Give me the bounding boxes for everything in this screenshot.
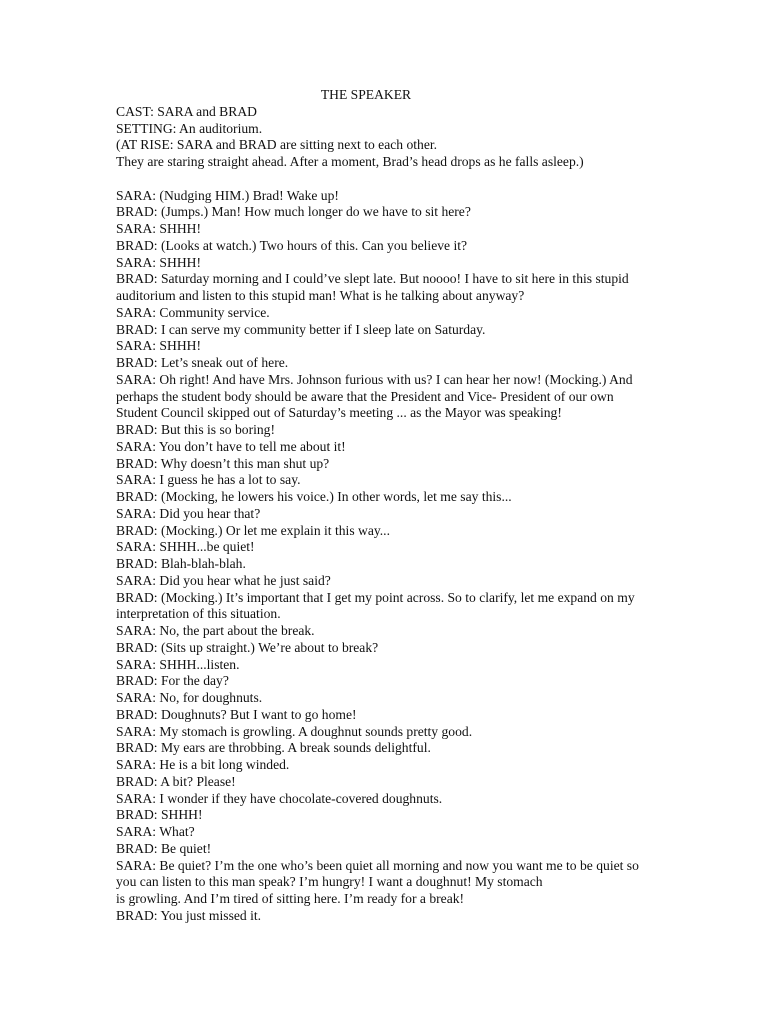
dialogue-line: SARA: Community service. xyxy=(116,304,270,320)
dialogue-line: BRAD: Doughnuts? But I want to go home! xyxy=(116,706,357,722)
dialogue-line: SARA: Did you hear that? xyxy=(116,505,261,521)
cast-line: CAST: SARA and BRAD xyxy=(116,103,257,119)
script-content xyxy=(116,87,716,925)
dialogue-line: auditorium and listen to this stupid man! What is he talking about anyway? xyxy=(116,288,525,303)
dialogue-line: SARA: He is a bit long winded. xyxy=(116,757,290,772)
dialogue-line: SARA: My stomach is growling. A doughnut sounds pretty good. xyxy=(116,723,473,739)
dialogue-line: BRAD: (Mocking.) It’s important that I get my point across. So to clarify, let me expand on my xyxy=(116,589,635,605)
dialogue-line: BRAD: You just missed it. xyxy=(116,907,262,923)
dialogue-line: Student Council skipped out of Saturday’s meeting ... as the Mayor was speaking! xyxy=(116,405,562,421)
dialogue-line: SARA: Did you hear what he just said? xyxy=(116,572,331,588)
dialogue-line: BRAD: But this is so boring! xyxy=(116,422,275,437)
dialogue-line: BRAD: Blah-blah-blah. xyxy=(116,556,246,571)
dialogue-line: perhaps the student body should be aware that the President and Vice- President of our own xyxy=(116,388,614,404)
dialogue-line: BRAD: Why doesn’t this man shut up? xyxy=(116,455,330,471)
dialogue-line: BRAD: For the day? xyxy=(116,673,229,689)
dialogue-line: BRAD: (Looks at watch.) Two hours of this. Can you believe it? xyxy=(116,237,468,253)
dialogue-line: SARA: SHHH...listen. xyxy=(116,656,240,672)
page-title: THE SPEAKER xyxy=(320,87,412,102)
dialogue-line: SARA: I guess he has a lot to say. xyxy=(116,472,301,488)
dialogue-line: BRAD: My ears are throbbing. A break sounds delightful. xyxy=(116,740,431,756)
dialogue-line: SARA: SHHH! xyxy=(116,254,201,270)
dialogue-line: SARA: No, for doughnuts. xyxy=(116,690,263,705)
dialogue-line: SARA: No, the part about the break. xyxy=(116,623,315,638)
dialogue-line: SARA: SHHH! xyxy=(116,338,201,354)
dialogue-line: BRAD: Let’s sneak out of here. xyxy=(116,355,289,370)
dialogue-line: BRAD: A bit? Please! xyxy=(116,773,236,789)
dialogue-line: BRAD: (Mocking.) Or let me explain it this way... xyxy=(116,522,390,538)
dialogue-line: BRAD: I can serve my community better if I sleep late on Saturday. xyxy=(116,321,486,337)
dialogue-line: BRAD: Be quiet! xyxy=(116,840,212,856)
dialogue-line: SARA: SHHH! xyxy=(116,221,201,236)
setting-line: SETTING: An auditorium. xyxy=(116,120,263,136)
dialogue-line: SARA: SHHH...be quiet! xyxy=(116,539,255,555)
dialogue-line: SARA: I wonder if they have chocolate-covered doughnuts. xyxy=(116,790,443,806)
dialogue-block xyxy=(116,188,716,925)
dialogue-line: BRAD: SHHH! xyxy=(116,807,203,823)
blank-line xyxy=(116,171,716,188)
dialogue-line: interpretation of this situation. xyxy=(116,606,281,622)
stage-direction-line: (AT RISE: SARA and BRAD are sitting next to each other. xyxy=(116,137,438,153)
header-block xyxy=(116,104,716,171)
dialogue-line: SARA: You don’t have to tell me about it! xyxy=(116,438,346,454)
stage-direction-line: They are staring straight ahead. After a moment, Brad’s head drops as he falls asleep.) xyxy=(116,154,584,169)
dialogue-line: BRAD: (Jumps.) Man! How much longer do we have to sit here? xyxy=(116,204,471,220)
dialogue-line: you can listen to this man speak? I’m hungry! I want a doughnut! My stomach xyxy=(116,874,543,890)
dialogue-line: SARA: (Nudging HIM.) Brad! Wake up! xyxy=(116,187,339,203)
dialogue-line: SARA: What? xyxy=(116,824,195,839)
dialogue-line: SARA: Oh right! And have Mrs. Johnson furious with us? I can hear her now! (Mocking.) And xyxy=(116,371,633,387)
dialogue-line: BRAD: (Mocking, he lowers his voice.) In other words, let me say this... xyxy=(116,489,512,504)
dialogue-line: SARA: Be quiet? I’m the one who’s been quiet all morning and now you want me to be quiet so xyxy=(116,857,639,873)
dialogue-line: is growling. And I’m tired of sitting here. I’m ready for a break! xyxy=(116,891,465,906)
dialogue-line: BRAD: (Sits up straight.) We’re about to break? xyxy=(116,639,379,655)
dialogue-line: BRAD: Saturday morning and I could’ve slept late. But noooo! I have to sit here in this stupid xyxy=(116,271,629,287)
